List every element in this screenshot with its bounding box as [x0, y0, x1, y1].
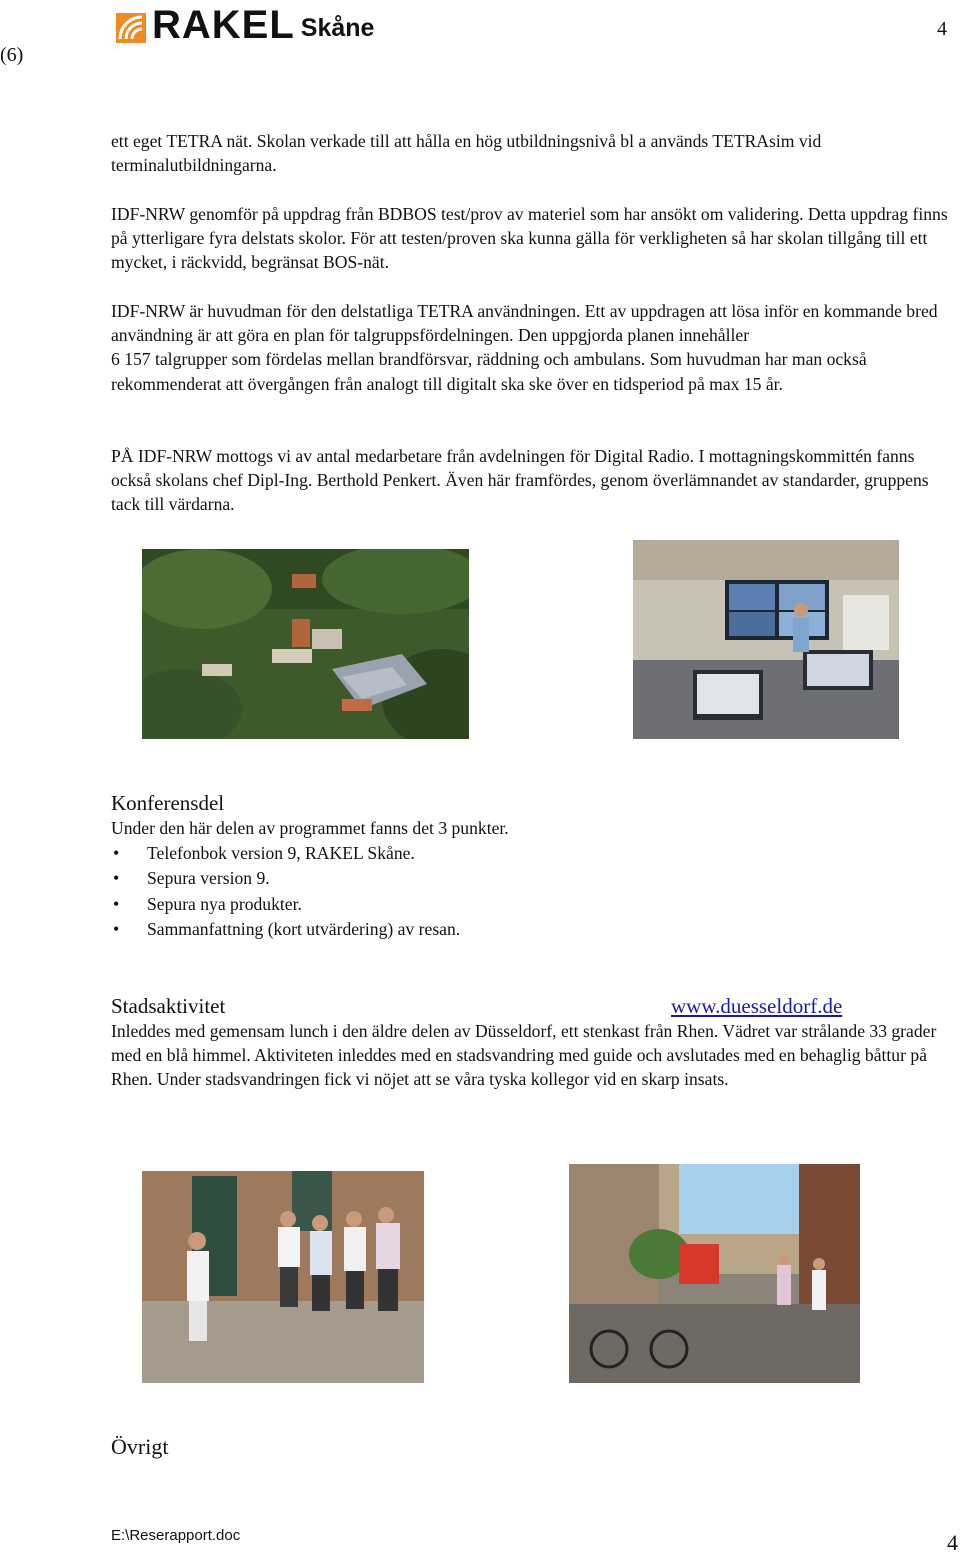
control-room-photo [633, 540, 899, 739]
paragraph-validation [111, 202, 951, 275]
page-number-top: 4 [937, 18, 947, 40]
street-photo [569, 1164, 860, 1383]
paragraph-text: ett eget TETRA nät. Skolan verkade till att hålla en hög utbildningsnivå bl a används TETRAsim vid terminalutbildningarna. [111, 131, 822, 176]
ovrigt-heading: Övrigt [111, 1434, 169, 1459]
konferens-section [111, 790, 951, 941]
list-item: • Sammanfattning (kort utvärdering) av resan. [111, 917, 951, 941]
page-marker-left: (6) [0, 44, 24, 66]
footer-page-number: 4 [947, 1530, 958, 1555]
paragraph-reception [111, 444, 951, 517]
list-item: • Telefonbok version 9, RAKEL Skåne. [111, 841, 951, 865]
list-item: • Sepura nya produkter. [111, 892, 951, 916]
logo-subtitle: Skåne [300, 14, 375, 42]
paragraph-intro [111, 129, 951, 177]
group-photo [142, 1171, 424, 1383]
paragraph-text: IDF-NRW genomför på uppdrag från BDBOS test/prov av materiel som har ansökt om validering. Detta uppdrag finns på ytterligare fyra delstats skolor. För att testen/proven ska kunna gälla för verkligheten så har skolan tillgång till ett mycket, i räckvidd, begränsat BOS-nät. [111, 204, 948, 273]
paragraph-text: PÅ IDF-NRW mottogs vi av antal medarbetare från avdelningen för Digital Radio. I mottagningskommittén fanns också skolans chef Dipl-Ing. Berthold Penkert. Även här framfördes, genom överlämnandet av standarder, gruppens tack till värdarna. [111, 446, 929, 515]
rakel-signal-icon [116, 13, 146, 43]
logo-text: RAKEL [152, 3, 295, 47]
konferens-intro: Under den här delen av programmet fanns det 3 punkter. [111, 818, 509, 838]
list-item: • Sepura version 9. [111, 866, 951, 890]
stad-heading: Stadsaktivitet [111, 994, 226, 1018]
paragraph-talgrupper [111, 299, 951, 396]
rakel-logo [116, 3, 375, 47]
paragraph-text: 6 157 talgrupper som fördelas mellan brandförsvar, räddning och ambulans. Som huvudman har man också rekommenderat att övergången från analogt till digitalt ska ske över en tidsperiod på max 15 år. [111, 349, 867, 394]
konferens-heading: Konferensdel [111, 791, 225, 815]
footer-file-path: E:\Reserapport.doc [111, 1527, 241, 1544]
aerial-campus-photo [142, 549, 469, 739]
paragraph-text: IDF-NRW är huvudman för den delstatliga TETRA användningen. Ett av uppdragen att lösa inför en kommande bred användning är att göra en plan för talgruppsfördelningen. Den uppgjorda planen innehåller [111, 301, 938, 346]
ovrigt-section [111, 1434, 951, 1460]
duesseldorf-link[interactable]: www.duesseldorf.de [671, 994, 843, 1018]
stad-text: Inleddes med gemensam lunch i den äldre delen av Düsseldorf, ett stenkast från Rhen. Vädret var strålande 33 grader med en blå himmel. Aktiviteten inleddes med en stadsvandring med guide och avslutades med en behaglig båttur på Rhen. Under stadsvandringen fick vi nöjet att se våra tyska kollegor vid en skarp insats. [111, 1021, 937, 1090]
konferens-list [111, 841, 951, 941]
